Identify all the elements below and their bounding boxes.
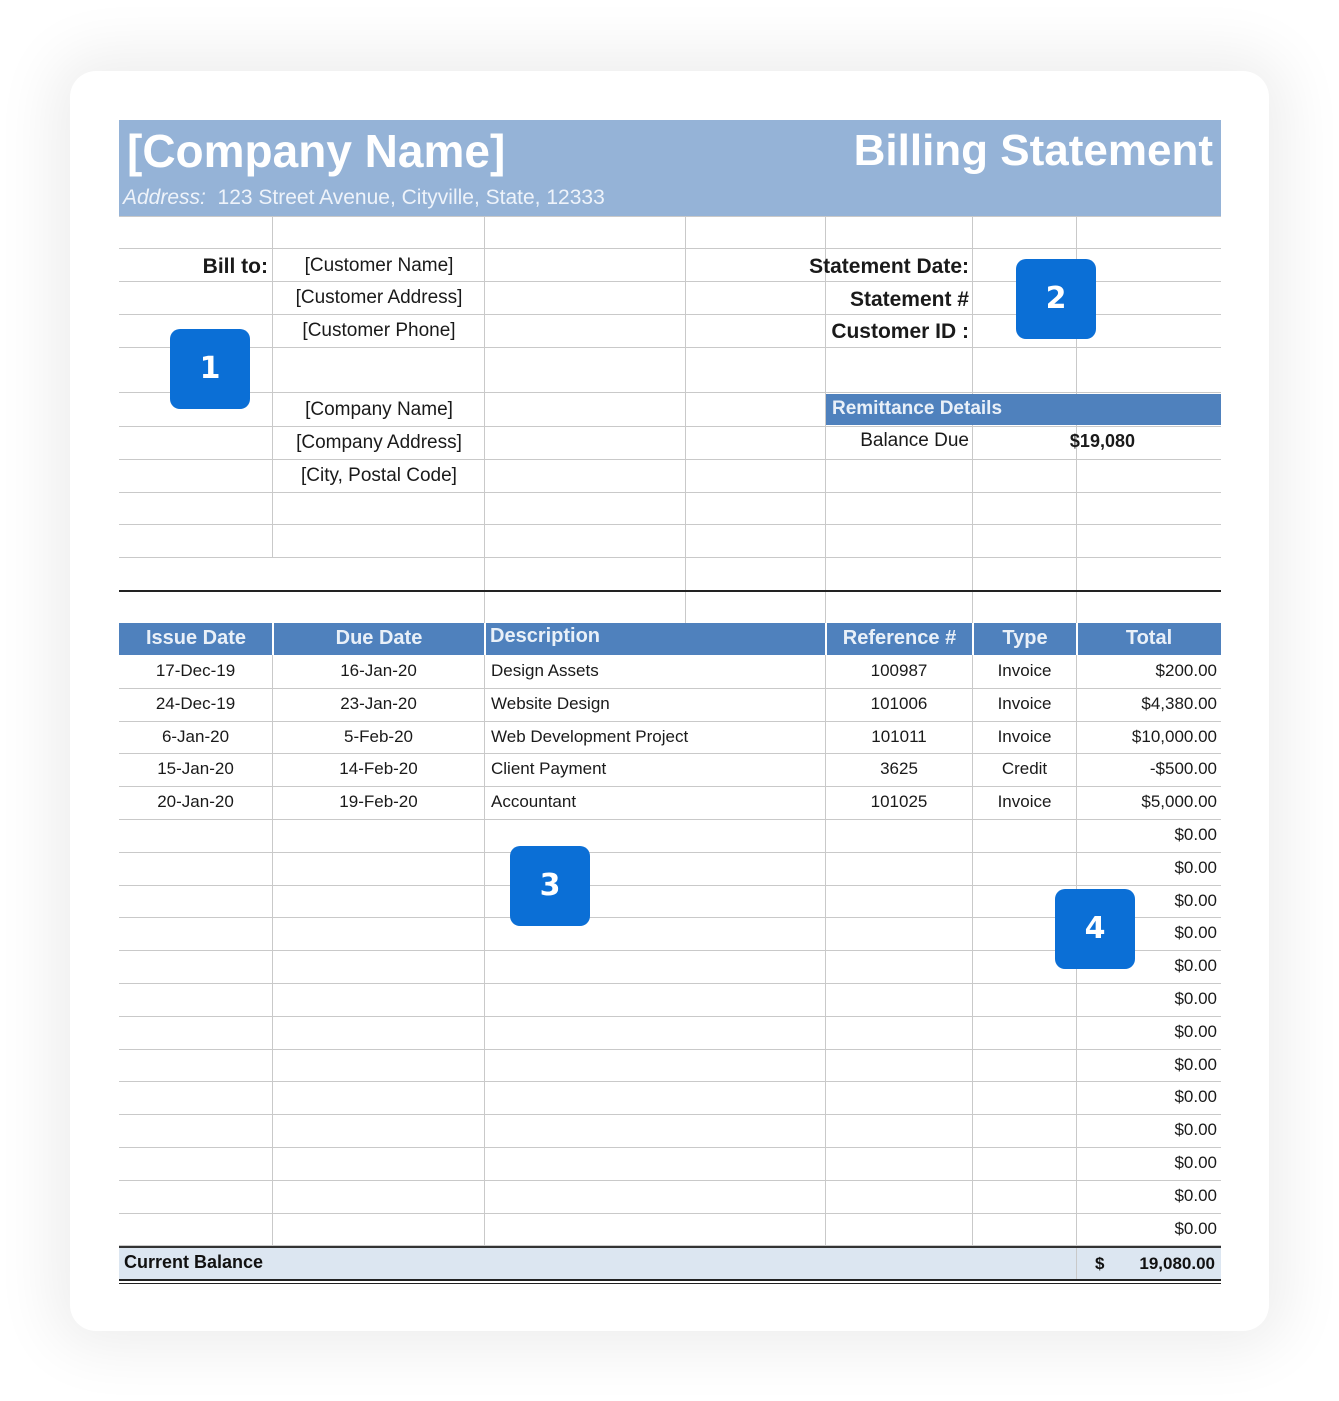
issue-date-cell[interactable]: 15-Jan-20 (157, 759, 234, 779)
type-cell[interactable]: Invoice (997, 726, 1052, 746)
grid-line (972, 917, 973, 950)
grid-line (119, 524, 1221, 525)
grid-line (119, 216, 1221, 217)
grid-line (972, 1213, 973, 1246)
grid-line (825, 885, 826, 918)
total-cell[interactable]: $0.00 (1174, 1153, 1217, 1172)
grid-line (272, 950, 273, 983)
callout-badge-4: 4 (1055, 889, 1135, 969)
remittance-header (826, 394, 1221, 425)
grid-line (272, 983, 273, 1016)
balance-due-value: $19,080 (1069, 431, 1135, 451)
grid-line (272, 917, 273, 950)
customer-phone[interactable]: [Customer Phone] (302, 320, 456, 341)
grid-line (484, 655, 485, 688)
callout-badge-3: 3 (510, 846, 590, 926)
issue-date-cell[interactable]: 24-Dec-19 (155, 693, 236, 713)
grid-line (972, 1180, 973, 1213)
due-date-cell[interactable]: 5-Feb-20 (344, 726, 413, 746)
total-cell[interactable]: $0.00 (1174, 989, 1217, 1008)
total-cell[interactable]: $5,000.00 (1141, 792, 1217, 812)
grid-line (272, 819, 273, 852)
grid-line (825, 1180, 826, 1213)
total-cell[interactable]: $0.00 (1174, 825, 1217, 844)
grid-line (484, 1114, 485, 1147)
col-issue-date: Issue Date (145, 627, 247, 649)
double-underline-2 (119, 1283, 1221, 1284)
bill-to-label: Bill to: (202, 255, 268, 278)
header-banner (119, 120, 1221, 216)
grid-line (484, 1180, 485, 1213)
grid-line (484, 917, 485, 950)
col-reference: Reference # (842, 627, 957, 649)
grid-line (972, 950, 973, 983)
grid-line (825, 1114, 826, 1147)
grid-line (272, 1180, 273, 1213)
reference-cell[interactable]: 3625 (880, 759, 918, 779)
grid-line (484, 721, 485, 754)
reference-cell[interactable]: 101011 (871, 726, 927, 746)
grid-line (825, 950, 826, 983)
section-divider (119, 590, 1221, 592)
grid-line (484, 983, 485, 1016)
issue-date-cell[interactable]: 17-Dec-19 (155, 661, 236, 680)
grid-line (825, 1081, 826, 1114)
grid-line (272, 885, 273, 918)
document-title: Billing Statement (853, 126, 1213, 175)
total-cell[interactable]: $0.00 (1174, 1218, 1217, 1238)
total-cell[interactable]: $0.00 (1174, 1054, 1217, 1074)
description-cell[interactable]: Website Design (491, 693, 610, 713)
issue-date-cell[interactable]: 6-Jan-20 (161, 726, 230, 746)
table-row (119, 1114, 1221, 1148)
grid-line (272, 1213, 273, 1246)
grid-line (119, 347, 1221, 348)
statement-number-label: Statement # (849, 288, 969, 311)
col-due-date: Due Date (335, 627, 423, 649)
grid-line (484, 950, 485, 983)
grid-line (272, 1081, 273, 1114)
grid-line (119, 392, 1221, 393)
total-cell[interactable]: -$500.00 (1149, 759, 1217, 779)
due-date-cell[interactable]: 16-Jan-20 (340, 661, 417, 680)
grid-line (825, 1147, 826, 1180)
grid-line (484, 1049, 485, 1082)
grid-line (484, 885, 485, 918)
grid-line (825, 917, 826, 950)
grid-line (484, 1147, 485, 1180)
balance-separator (1076, 1248, 1077, 1279)
col-type: Type (1002, 627, 1048, 649)
description-cell[interactable]: Web Development Project (491, 726, 689, 746)
bill-company-name[interactable]: [Company Name] (305, 399, 453, 420)
grid-line (119, 248, 1221, 249)
table-row (119, 1147, 1221, 1181)
table-row (119, 852, 1221, 886)
grid-line (484, 1213, 485, 1246)
total-cell[interactable]: $0.00 (1174, 1021, 1217, 1041)
table-row (119, 786, 1221, 820)
grid-line (972, 983, 973, 1016)
grid-line (972, 852, 973, 885)
customer-address[interactable]: [Customer Address] (295, 287, 463, 308)
grid-line (119, 492, 1221, 493)
grid-line (972, 1114, 973, 1147)
table-row (119, 1081, 1221, 1115)
grid-line (972, 885, 973, 918)
due-date-cell[interactable]: 14-Feb-20 (339, 759, 418, 779)
grid-line (484, 688, 485, 721)
company-address-line (123, 186, 605, 210)
grid-line (972, 1049, 973, 1082)
grid-line (484, 819, 485, 852)
grid-line (484, 753, 485, 786)
grid-line (825, 1213, 826, 1246)
total-cell[interactable]: $0.00 (1174, 1120, 1217, 1140)
type-cell[interactable]: Invoice (997, 792, 1052, 812)
grid-line (119, 557, 1221, 558)
grid-line (272, 1114, 273, 1147)
total-cell[interactable]: $0.00 (1174, 890, 1217, 910)
table-row (119, 753, 1221, 787)
reference-cell[interactable]: 100987 (870, 661, 928, 680)
type-cell[interactable]: Invoice (997, 661, 1052, 680)
grid-line (825, 1049, 826, 1082)
current-balance-amount: 19,080.00 (1139, 1254, 1215, 1273)
due-date-cell[interactable]: 23-Jan-20 (340, 693, 417, 713)
reference-cell[interactable]: 101006 (870, 693, 928, 713)
grid-line (972, 1081, 973, 1114)
grid-line (825, 1016, 826, 1049)
table-row (119, 1180, 1221, 1214)
table-header (119, 623, 1221, 655)
double-underline-1 (119, 1279, 1221, 1281)
grid-line (972, 1016, 973, 1049)
address-value: 123 Street Avenue, Cityville, State, 12333 (217, 186, 605, 209)
issue-date-cell[interactable]: 20-Jan-20 (157, 792, 234, 812)
grid-line (484, 786, 485, 819)
grid-line (972, 1147, 973, 1180)
grid-line (119, 459, 1221, 460)
customer-id-label: Customer ID : (831, 320, 969, 343)
address-label: Address: (123, 186, 206, 209)
grid-line (272, 1016, 273, 1049)
table-row (119, 1016, 1221, 1050)
table-row (119, 819, 1221, 853)
reference-cell[interactable]: 101025 (870, 792, 928, 812)
col-total: Total (1125, 627, 1173, 649)
current-balance-bar (119, 1246, 1221, 1279)
grid-line (484, 1081, 485, 1114)
total-cell[interactable]: $4,380.00 (1141, 693, 1217, 713)
grid-line (272, 1147, 273, 1180)
total-cell[interactable]: $200.00 (1155, 661, 1217, 680)
total-cell[interactable]: $0.00 (1174, 857, 1217, 877)
customer-name[interactable]: [Customer Name] (304, 255, 454, 276)
grid-line (825, 983, 826, 1016)
table-row (119, 721, 1221, 755)
grid-line (272, 852, 273, 885)
total-cell[interactable]: $0.00 (1174, 923, 1217, 943)
table-row (119, 1049, 1221, 1083)
description-cell[interactable]: Client Payment (491, 759, 607, 779)
table-row (119, 688, 1221, 722)
statement-date-label: Statement Date: (809, 255, 969, 278)
remittance-title: Remittance Details (832, 398, 1003, 419)
type-cell[interactable]: Invoice (997, 693, 1052, 713)
total-cell[interactable]: $0.00 (1174, 956, 1217, 976)
current-balance-label: Current Balance (124, 1252, 264, 1272)
table-row (119, 1213, 1221, 1247)
bill-city-postal[interactable]: [City, Postal Code] (301, 465, 457, 486)
company-name-title: [Company Name] (127, 125, 506, 177)
grid-line (484, 852, 485, 885)
col-description: Description (490, 625, 601, 647)
table-row (119, 983, 1221, 1017)
balance-due-label: Balance Due (860, 430, 969, 451)
total-cell[interactable]: $10,000.00 (1131, 726, 1217, 746)
type-cell[interactable]: Credit (1001, 759, 1048, 779)
due-date-cell[interactable]: 19-Feb-20 (339, 792, 418, 812)
description-cell[interactable]: Accountant (491, 792, 577, 812)
callout-badge-1: 1 (170, 329, 250, 409)
grid-line (825, 819, 826, 852)
grid-line (484, 1016, 485, 1049)
current-balance-currency: $ (1095, 1254, 1105, 1273)
bill-company-address[interactable]: [Company Address] (296, 432, 462, 453)
grid-line (825, 852, 826, 885)
total-cell[interactable]: $0.00 (1174, 1087, 1217, 1107)
grid-line (272, 1049, 273, 1082)
grid-line (119, 426, 1221, 427)
total-cell[interactable]: $0.00 (1174, 1185, 1217, 1205)
header-separator (484, 623, 486, 655)
grid-line (685, 216, 686, 623)
description-cell[interactable]: Design Assets (491, 661, 599, 680)
grid-line (972, 819, 973, 852)
table-row (119, 655, 1221, 689)
callout-badge-2: 2 (1016, 259, 1096, 339)
